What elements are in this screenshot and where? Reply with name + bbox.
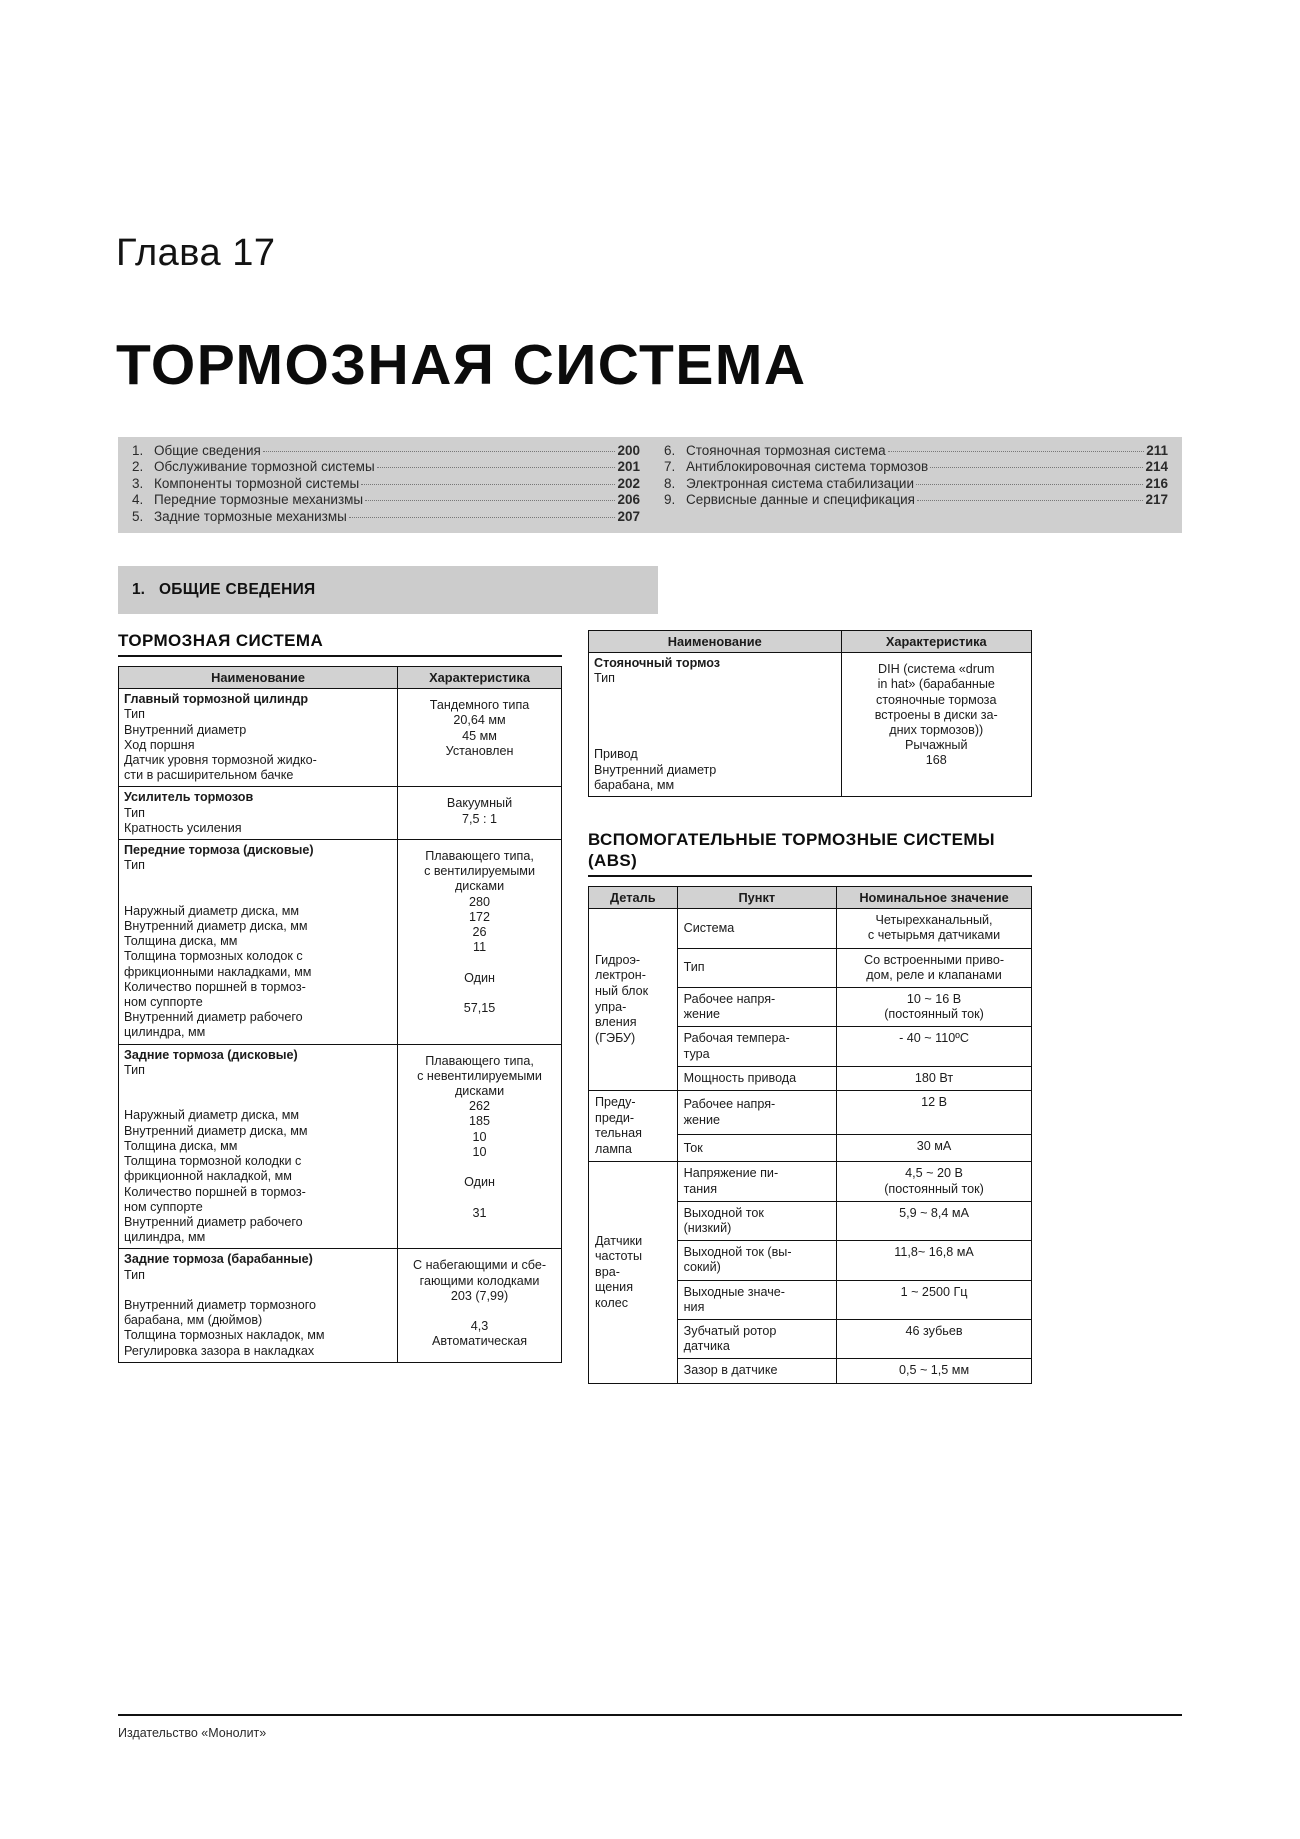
- abs-item-cell: Напряжение пи- тания: [677, 1162, 836, 1201]
- toc-item-page: 202: [617, 475, 640, 491]
- toc-item[interactable]: [132, 476, 640, 492]
- spec-value-cell: Тандемного типа 20,64 мм 45 мм Установлен: [398, 689, 562, 787]
- table-row: [119, 1249, 562, 1362]
- abs-value-cell: 0,5 ~ 1,5 мм: [837, 1359, 1032, 1383]
- abs-item-cell: Зазор в датчике: [677, 1359, 836, 1383]
- toc-item-page: 206: [617, 492, 640, 508]
- abs-item-cell: Рабочее напря- жение: [677, 988, 836, 1027]
- toc-item-number: 4.: [132, 492, 144, 508]
- left-column: [118, 630, 562, 1363]
- spec-name-cell: Передние тормоза (дисковые) Тип Наружный диаметр диска, мм Внутренний диаметр диска, мм Толщина диска, мм Толщина тормозных колодок с фрикционными накладками, мм Количество поршней в тормоз- ном суппорте Внутренний диаметр рабочего цилиндра, мм: [119, 840, 398, 1045]
- section-header: [118, 566, 658, 614]
- toc-leader-dots: [930, 467, 1143, 468]
- col-header-name: Наименование: [119, 667, 398, 689]
- spec-name-cell: Задние тормоза (дисковые) Тип Наружный диаметр диска, мм Внутренний диаметр диска, мм Толщина диска, мм Толщина тормозной колодки с фрикционной накладкой, мм Количество поршней в тормоз- ном суппорте Внутренний диаметр рабочего цилиндра, мм: [119, 1044, 398, 1249]
- brake-table-wrap: [118, 666, 562, 1363]
- abs-value-cell: Со встроенными приво- дом, реле и клапанами: [837, 948, 1032, 987]
- abs-system-table: [588, 886, 1032, 1384]
- abs-item-cell: Ток: [677, 1135, 836, 1162]
- spec-value-cell: DIH (система «drum in hat» (барабанные стояночные тормоза встроены в диски за- дних тормозов)) Рычажный 168: [841, 653, 1032, 797]
- abs-item-cell: Выходной ток (вы- сокий): [677, 1241, 836, 1280]
- table-row: [119, 787, 562, 840]
- toc-leader-dots: [349, 517, 616, 518]
- toc-item-label: Антиблокировочная система тормозов: [686, 459, 929, 475]
- toc-leader-dots: [365, 500, 615, 501]
- toc-item-label: Стояночная тормозная система: [686, 443, 886, 458]
- toc-item-page: 216: [1145, 475, 1168, 491]
- table-header-row: [589, 631, 1032, 653]
- abs-value-cell: 1 ~ 2500 Гц: [837, 1280, 1032, 1319]
- abs-item-cell: Рабочее напря- жение: [677, 1091, 836, 1135]
- toc-item[interactable]: [664, 492, 1168, 508]
- abs-value-cell: 4,5 ~ 20 В (постоянный ток): [837, 1162, 1032, 1201]
- parking-brake-table: [588, 630, 1032, 797]
- abs-value-cell: 180 Вт: [837, 1066, 1032, 1090]
- toc-item[interactable]: [132, 443, 640, 459]
- toc-item-number: 2.: [132, 459, 144, 475]
- col-header-nominal: Номинальное значение: [837, 887, 1032, 909]
- brake-table-heading: ТОРМОЗНАЯ СИСТЕМА: [118, 630, 562, 657]
- abs-value-cell: 30 мА: [837, 1135, 1032, 1162]
- toc-column-left: [118, 443, 650, 525]
- toc-item-number: 6.: [664, 443, 676, 458]
- section-number: 1.: [132, 581, 145, 598]
- abs-value-cell: 46 зубьев: [837, 1320, 1032, 1359]
- abs-value-cell: 12 В: [837, 1091, 1032, 1135]
- toc-item[interactable]: [664, 476, 1168, 492]
- col-header-value: Характеристика: [398, 667, 562, 689]
- col-header-part: Деталь: [589, 887, 678, 909]
- spec-value-cell: С набегающими и сбе- гающими колодками 203 (7,99) 4,3 Автоматическая: [398, 1249, 562, 1362]
- toc-leader-dots: [888, 451, 1145, 452]
- col-header-value: Характеристика: [841, 631, 1032, 653]
- abs-item-cell: Рабочая темпера- тура: [677, 1027, 836, 1066]
- right-column: [588, 630, 1032, 1384]
- abs-item-cell: Система: [677, 909, 836, 948]
- toc-leader-dots: [377, 467, 616, 468]
- abs-table-wrap: [588, 886, 1032, 1384]
- toc-leader-dots: [361, 484, 615, 485]
- toc-item[interactable]: [132, 509, 640, 525]
- toc-column-right: [650, 443, 1182, 525]
- abs-item-cell: Тип: [677, 948, 836, 987]
- page-title: ТОРМОЗНАЯ СИСТЕМА: [116, 333, 807, 397]
- abs-part-cell: Преду- преди- тельная лампа: [589, 1091, 678, 1162]
- spec-name-cell: Задние тормоза (барабанные) Тип Внутренний диаметр тормозного барабана, мм (дюймов) Толщина тормозных накладок, мм Регулировка зазора в накладках: [119, 1249, 398, 1362]
- abs-value-cell: - 40 ~ 110ºC: [837, 1027, 1032, 1066]
- abs-part-cell: Датчики частоты вра- щения колес: [589, 1162, 678, 1383]
- toc-item[interactable]: [132, 492, 640, 508]
- abs-value-cell: 10 ~ 16 В (постоянный ток): [837, 988, 1032, 1027]
- toc-item-label: Общие сведения: [154, 443, 261, 458]
- spec-name-cell: Усилитель тормозов Тип Кратность усиления: [119, 787, 398, 840]
- toc-item-label: Сервисные данные и спецификация: [686, 492, 915, 508]
- toc-leader-dots: [916, 484, 1143, 485]
- toc-item-label: Обслуживание тормозной системы: [154, 459, 375, 475]
- table-header-row: [589, 887, 1032, 909]
- toc-item[interactable]: [664, 443, 1168, 459]
- section-title: ОБЩИЕ СВЕДЕНИЯ: [158, 581, 316, 598]
- abs-table-heading: ВСПОМОГАТЕЛЬНЫЕ ТОРМОЗНЫЕ СИСТЕМЫ (ABS): [588, 829, 1032, 877]
- toc-item-number: 7.: [664, 459, 676, 475]
- abs-item-cell: Выходной ток (низкий): [677, 1201, 836, 1240]
- toc-item[interactable]: [664, 459, 1168, 475]
- table-row: [119, 689, 562, 787]
- table-of-contents: [118, 437, 1182, 533]
- table-row: [589, 653, 1032, 797]
- toc-item-number: 8.: [664, 475, 676, 491]
- table-row: [119, 840, 562, 1045]
- toc-item-number: 3.: [132, 475, 144, 491]
- toc-item-page: 217: [1145, 492, 1168, 508]
- table-row: [589, 909, 1032, 948]
- abs-item-cell: Выходные значе- ния: [677, 1280, 836, 1319]
- toc-item-label: Электронная система стабилизации: [686, 475, 914, 491]
- parking-table-wrap: [588, 630, 1032, 797]
- toc-item-number: 5.: [132, 508, 144, 524]
- spec-value-cell: Плавающего типа, с вентилируемыми дисками 280 172 26 11 Один 57,15: [398, 840, 562, 1045]
- toc-item-label: Задние тормозные механизмы: [154, 508, 347, 524]
- abs-value-cell: 11,8~ 16,8 мА: [837, 1241, 1032, 1280]
- toc-item-number: 1.: [132, 443, 144, 458]
- toc-item-page: 201: [617, 459, 640, 475]
- abs-item-cell: Зубчатый ротор датчика: [677, 1320, 836, 1359]
- toc-item-page: 211: [1146, 443, 1168, 458]
- chapter-label: Глава 17: [116, 232, 276, 274]
- spec-value-cell: Плавающего типа, с невентилируемыми дисками 262 185 10 10 Один 31: [398, 1044, 562, 1249]
- abs-item-cell: Мощность привода: [677, 1066, 836, 1090]
- footer-divider: [118, 1714, 1182, 1716]
- spec-name-cell: Стояночный тормоз Тип Привод Внутренний диаметр барабана, мм: [589, 653, 842, 797]
- abs-part-cell: Гидроэ- лектрон- ный блок упра- вления (ГЭБУ): [589, 909, 678, 1091]
- table-row: [589, 1162, 1032, 1201]
- abs-value-cell: 5,9 ~ 8,4 мА: [837, 1201, 1032, 1240]
- toc-item[interactable]: [132, 459, 640, 475]
- spec-value-cell: Вакуумный 7,5 : 1: [398, 787, 562, 840]
- table-row: [589, 1091, 1032, 1135]
- abs-value-cell: Четырехканальный, с четырьмя датчиками: [837, 909, 1032, 948]
- toc-leader-dots: [263, 451, 616, 452]
- table-header-row: [119, 667, 562, 689]
- toc-item-label: Компоненты тормозной системы: [154, 475, 360, 491]
- col-header-name: Наименование: [589, 631, 842, 653]
- table-row: [119, 1044, 562, 1249]
- toc-leader-dots: [917, 500, 1143, 501]
- col-header-item: Пункт: [677, 887, 836, 909]
- brake-system-table: [118, 666, 562, 1363]
- spec-name-cell: Главный тормозной цилиндр Тип Внутренний диаметр Ход поршня Датчик уровня тормозной жидко- сти в расширительном бачке: [119, 689, 398, 787]
- toc-item-page: 214: [1145, 459, 1168, 475]
- toc-item-page: 207: [617, 508, 640, 524]
- toc-item-page: 200: [617, 443, 640, 458]
- toc-item-number: 9.: [664, 492, 676, 508]
- footer-publisher: Издательство «Монолит»: [118, 1726, 267, 1740]
- toc-item-label: Передние тормозные механизмы: [154, 492, 364, 508]
